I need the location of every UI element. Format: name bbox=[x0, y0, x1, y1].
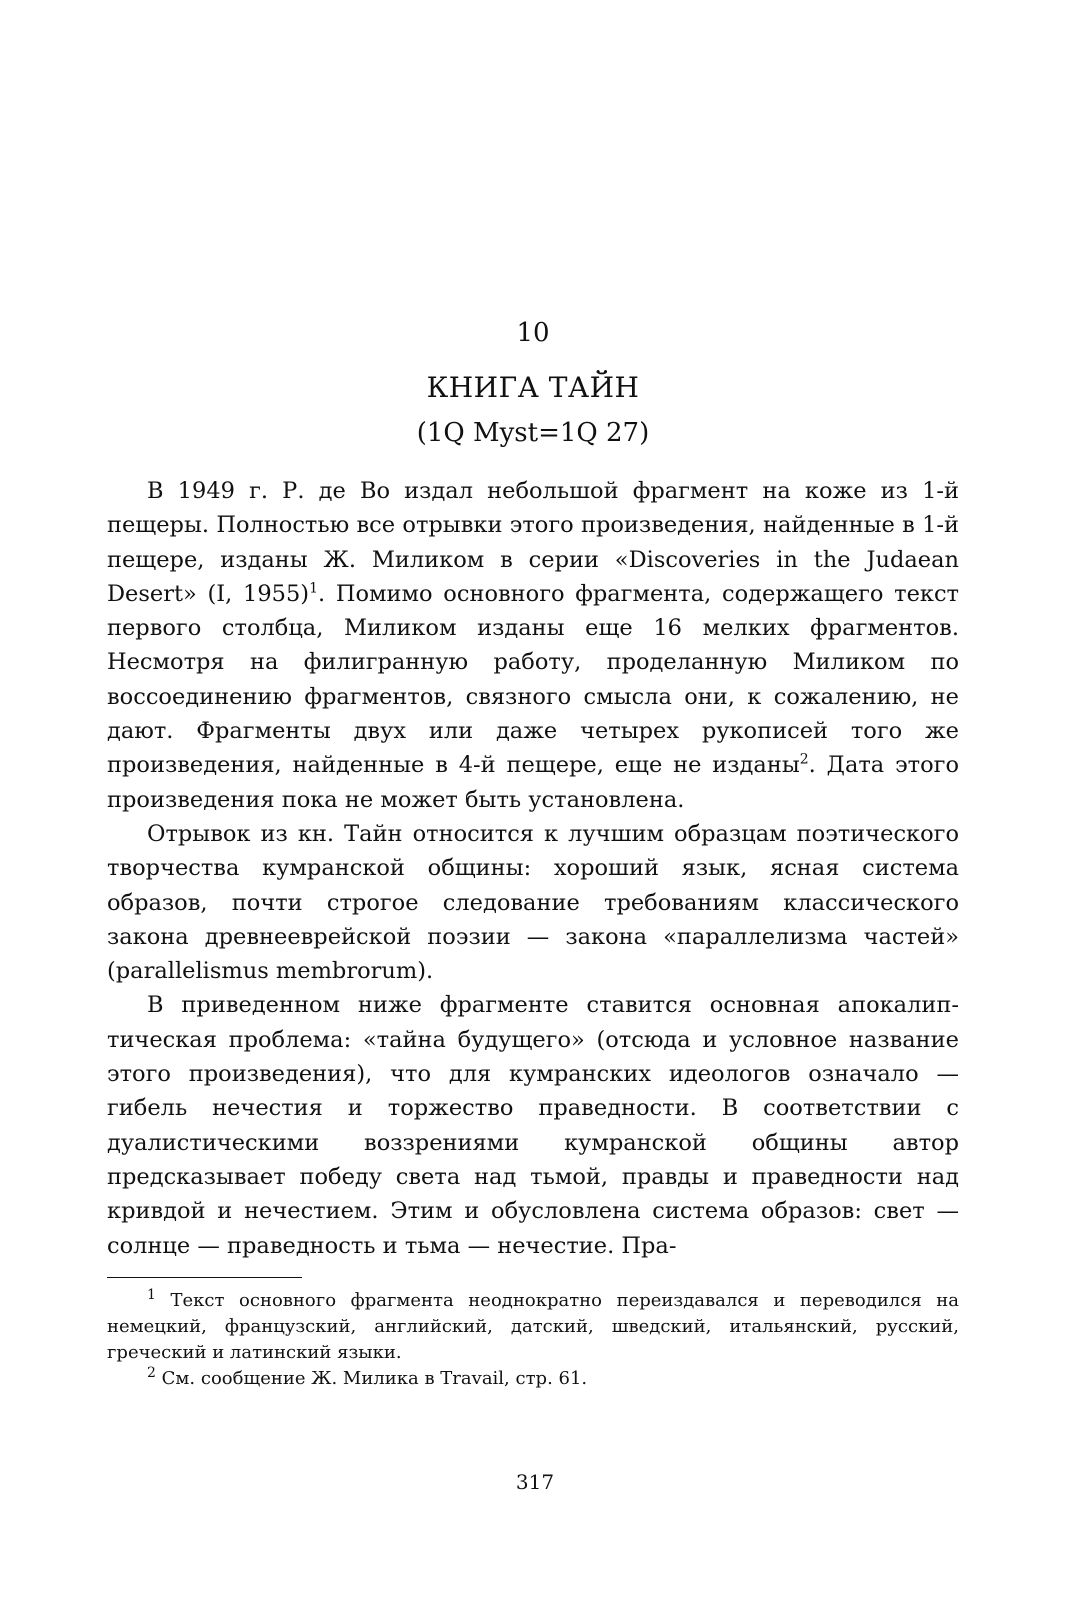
footnote-1 bbox=[107, 1288, 959, 1366]
book-page bbox=[107, 318, 959, 1392]
footnote-mark-2: 2 bbox=[147, 1364, 156, 1381]
footnote-mark-1: 1 bbox=[147, 1286, 156, 1303]
paragraph-1-part-3: . Дата этого произведения пока не может быть установлена. bbox=[107, 752, 959, 813]
paragraph-1 bbox=[107, 474, 959, 817]
chapter-title: КНИГА ТАЙН bbox=[426, 371, 640, 404]
footnote-ref-2[interactable]: 2 bbox=[799, 751, 809, 768]
footnote-2 bbox=[107, 1366, 959, 1392]
footnotes bbox=[107, 1288, 959, 1392]
body-text bbox=[107, 474, 959, 1263]
footnote-2-text: См. сообщение Ж. Милика в Travail, стр. 61. bbox=[161, 1367, 588, 1389]
paragraph-3: В приведенном ниже фрагменте ставится основная апокалиптическая проблема: «тайна будущего» (отсюда и условное название этого произведения), что для кумранских идеологов означало — гибель нечестия и торжество праведности. В соответствии с дуалистическими воззрениями кумранской общины автор предсказывает победу света над тьмой, правды и праведности над кривдой и нечестием. Этим и обусловлена система образов: свет — солнце — праведность и тьма — нечестие. Пра- bbox=[107, 992, 959, 1259]
paragraph-1-part-1: В 1949 г. Р. де Во издал небольшой фрагмент на коже из 1-й пещеры. Полностью все отрывки этого произведения, найденные в 1-й пещере, изданы Ж. Миликом в серии «Discoveries in the Judaean Desert» (I, 1955) bbox=[107, 478, 959, 607]
chapter-number: 10 bbox=[516, 318, 550, 348]
chapter-subtitle: (1Q Myst=1Q 27) bbox=[416, 418, 650, 448]
footnote-1-text: Текст основного фрагмента неоднократно переиздавался и переводился на немецкий, французский, английский, датский, шведский, итальянский, русский, греческий и латинский языки. bbox=[107, 1289, 959, 1363]
paragraph-1-part-2: . Помимо основного фрагмента, содержащего текст первого столбца, Миликом изданы еще 16 мелких фрагментов. Несмотря на филигранную работу, проделанную Миликом по воссоединению фрагментов, связного смысла они, к сожалению, не дают. Фрагменты двух или даже четырех рукописей того же произведения, найденные в 4-й пещере, еще не изданы bbox=[107, 580, 959, 779]
page-number: 317 bbox=[515, 1470, 555, 1494]
footnote-divider bbox=[107, 1277, 302, 1278]
paragraph-2: Отрывок из кн. Тайн относится к лучшим образцам поэтического творчества кумранской общины: хороший язык, ясная система образов, почти строгое следование требованиям классического закона древнееврейской поэзии — закона «параллелизма частей» (parallelismus membrorum). bbox=[107, 820, 959, 985]
footnote-ref-1[interactable]: 1 bbox=[309, 580, 318, 597]
